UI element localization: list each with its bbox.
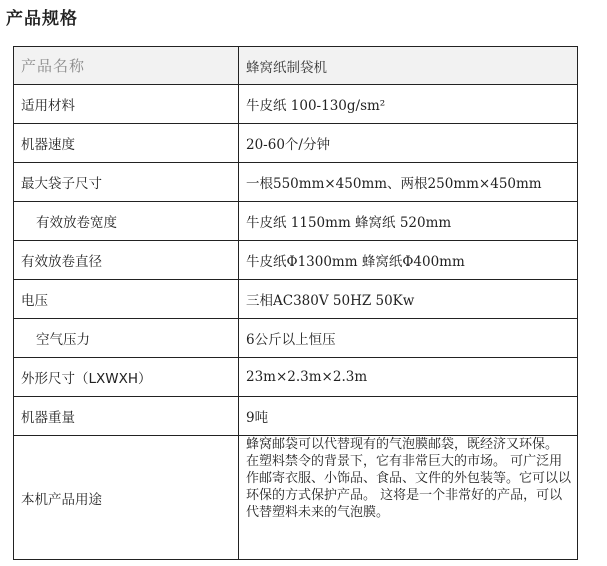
table-row <box>14 124 578 163</box>
spec-table <box>13 46 578 560</box>
table-row <box>14 163 578 202</box>
row-value: 23m×2.3m×2.3m <box>239 358 578 397</box>
table-header-row <box>14 47 578 85</box>
table-row <box>14 397 578 436</box>
usage-paragraph: 在塑料禁令的背景下，它有非常巨大的市场。 可广泛用作邮寄衣服、小饰品、食品、文件的外包装等。它可以以环保的方式保护产品。 这将是一个非常好的产品，可以代替塑料未来的气泡膜。 <box>246 454 572 520</box>
row-value: 9吨 <box>239 397 578 436</box>
table-row <box>14 241 578 280</box>
table-row <box>14 85 578 124</box>
table-row <box>14 358 578 397</box>
row-value: 一根550mm×450mm、两根250mm×450mm <box>239 163 578 202</box>
table-row <box>14 202 578 241</box>
row-key: 最大袋子尺寸 <box>14 163 239 202</box>
usage-paragraph: 蜂窝邮袋可以代替现有的气泡膜邮袋，既经济又环保。 <box>246 437 559 452</box>
row-key: 空气压力 <box>14 319 239 358</box>
row-key: 机器速度 <box>14 124 239 163</box>
table-row <box>14 319 578 358</box>
row-key: 有效放卷直径 <box>14 241 239 280</box>
row-value: 牛皮纸 100-130g/sm² <box>239 85 578 124</box>
row-key: 外形尺寸（LXWXH） <box>14 358 239 397</box>
row-key: 有效放卷宽度 <box>14 202 239 241</box>
row-key: 机器重量 <box>14 397 239 436</box>
row-key: 电压 <box>14 280 239 319</box>
row-value: 三相AC380V 50HZ 50Kw <box>239 280 578 319</box>
usage-key: 本机产品用途 <box>14 436 239 560</box>
row-key: 适用材料 <box>14 85 239 124</box>
table-row-usage <box>14 436 578 560</box>
header-value: 蜂窝纸制袋机 <box>239 47 578 85</box>
usage-value <box>239 436 578 560</box>
row-value: 6公斤以上恒压 <box>239 319 578 358</box>
header-key: 产品名称 <box>14 47 239 85</box>
row-value: 牛皮纸 1150mm 蜂窝纸 520mm <box>239 202 578 241</box>
table-row <box>14 280 578 319</box>
row-value: 20-60个/分钟 <box>239 124 578 163</box>
row-value: 牛皮纸Φ1300mm 蜂窝纸Φ400mm <box>239 241 578 280</box>
section-title: 产品规格 <box>6 9 78 29</box>
